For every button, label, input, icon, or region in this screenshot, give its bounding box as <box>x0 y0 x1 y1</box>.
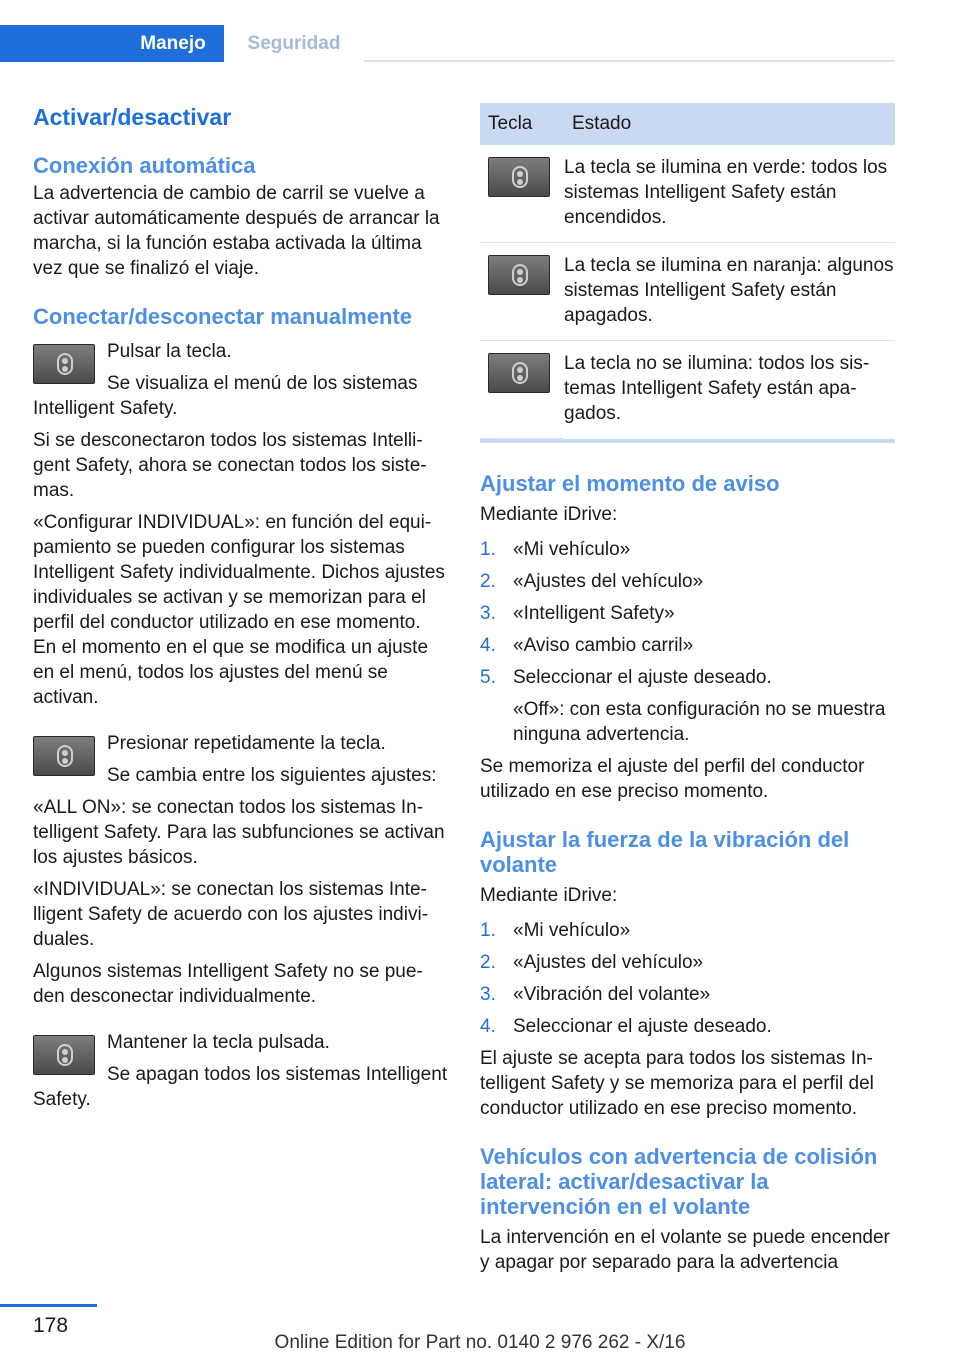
column-header-key: Tecla <box>480 103 564 145</box>
paragraph-configure-individual: «Configurar INDIVIDUAL»: en función del equipamiento se pueden configurar los sistemas Intelligent Safety individualmente. Dichos ajustes individuales se activan y se memorizan para el perfil del conductor utilizado en ese momento. En el momento en el que se modifica un ajuste en el menú, todos los ajustes del menú se activan. <box>33 512 445 708</box>
paragraph-accepted: El ajuste se acepta para todos los sistemas Intelligent Safety y se memoriza para el perfil del conductor utilizado en ese preciso momento. <box>480 1047 874 1119</box>
right-column <box>480 103 895 1275</box>
list-item: 2. «Ajustes del vehículo» <box>480 951 704 973</box>
steps-vibration <box>480 918 895 1039</box>
table-cell-state: La tecla se ilumina en verde: todos los sistemas Intelligent Safety están encendidos. <box>564 145 895 243</box>
paragraph-auto-connect: La advertencia de cambio de carril se vuelve a activar automáticamente después de arrancar la marcha, si la función estaba activada la última vez que se finalizó el viaje. <box>33 183 440 279</box>
intelligent-safety-key-icon <box>488 353 550 393</box>
chapter-tabs <box>0 25 895 62</box>
paragraph-all-on: «ALL ON»: se conectan todos los sistemas Intelligent Safety. Para las subfunciones se activan los ajustes básicos. <box>33 797 445 868</box>
heading-warning-timing: Ajustar el momento de aviso <box>480 470 780 496</box>
tab-seguridad[interactable]: Seguridad <box>224 25 364 62</box>
left-column <box>33 100 448 1112</box>
intelligent-safety-key-icon <box>488 255 550 295</box>
table-cell-state: La tecla no se ilumina: todos los sistemas Intelligent Safety están apagados. <box>564 353 870 424</box>
heading-vibration: Ajustar la fuerza de la vibración del volante <box>480 826 850 877</box>
list-item: 1. «Mi vehículo» <box>480 538 631 560</box>
list-item: 1. «Mi vehículo» <box>480 919 631 941</box>
edition-footer: Online Edition for Part no. 0140 2 976 262 - X/16 <box>274 1332 686 1353</box>
intelligent-safety-key-icon <box>488 157 550 197</box>
column-header-state: Estado <box>564 103 895 145</box>
tab-manejo[interactable]: Manejo <box>122 25 224 62</box>
tab-bar-accent <box>0 25 122 62</box>
table-row <box>480 145 895 243</box>
key-block-hold <box>33 1030 448 1112</box>
table-cell-key <box>480 341 564 439</box>
instruction-press-key: Pulsar la tecla. <box>107 341 232 362</box>
steps-warning-timing <box>480 537 895 690</box>
list-item: 3. «Intelligent Safety» <box>480 602 675 624</box>
result-all-off: Se apagan todos los sistemas Intelligent Safety. <box>33 1064 448 1110</box>
step-note-off: «Off»: con esta configuración no se muestra ninguna advertencia. <box>513 698 886 745</box>
paragraph-individual: «INDIVIDUAL»: se conectan los sistemas Intelligent Safety de acuerdo con los ajustes individuales. <box>33 879 429 950</box>
table-cell-state: La tecla se ilumina en naranja: algunos sistemas Intelligent Safety están apagados. <box>564 243 895 341</box>
intelligent-safety-key-icon <box>33 344 95 384</box>
heading-side-collision: Vehículos con advertencia de colisión lateral: activar/desactivar la intervención en el volante <box>480 1143 878 1219</box>
list-item: 4. «Aviso cambio carril» <box>480 634 694 656</box>
table-cell-key <box>480 145 564 243</box>
table-row <box>480 341 895 439</box>
table-header-row <box>480 103 895 145</box>
list-item: 5. Seleccionar el ajuste deseado. <box>480 666 772 688</box>
paragraph-side-collision: La intervención en el volante se puede encender y apagar por separado para la advertencia <box>480 1226 890 1273</box>
table-end-rule <box>480 439 895 443</box>
footer-rule <box>0 1304 97 1307</box>
heading-manual-connect: Conectar/desconectar manualmente <box>33 304 413 329</box>
idrive-label-2: Mediante iDrive: <box>480 884 618 906</box>
instruction-press-repeatedly: Presionar repetidamente la tecla. <box>107 733 386 754</box>
heading-auto-connect: Conexión automática <box>33 153 256 178</box>
intelligent-safety-key-icon <box>33 736 95 776</box>
instruction-hold-key: Mantener la tecla pulsada. <box>107 1032 330 1053</box>
key-block-repeat <box>33 731 448 788</box>
idrive-label-1: Mediante iDrive: <box>480 503 618 525</box>
paragraph-not-individually: Algunos sistemas Intelligent Safety no se pueden desconectar individualmente. <box>33 961 423 1007</box>
result-menu-shown: Se visualiza el menú de los sistemas Intelligent Safety. <box>33 373 418 419</box>
result-cycle-settings: Se cambia entre los siguientes ajustes: <box>107 765 437 786</box>
key-block-press <box>33 339 448 421</box>
list-item: 4. Seleccionar el ajuste deseado. <box>480 1015 772 1037</box>
paragraph-memorize: Se memoriza el ajuste del perfil del conductor utilizado en ese preciso momento. <box>480 755 865 802</box>
paragraph-all-connect: Si se desconectaron todos los sistemas Intelligent Safety, ahora se conectan todos los sistemas. <box>33 430 427 501</box>
key-state-table <box>480 103 895 439</box>
intelligent-safety-key-icon <box>33 1035 95 1075</box>
table-cell-key <box>480 243 564 341</box>
heading-activate: Activar/desactivar <box>33 104 232 130</box>
page-number: 178 <box>33 1314 69 1337</box>
list-item: 2. «Ajustes del vehículo» <box>480 570 704 592</box>
list-item: 3. «Vibración del volante» <box>480 983 711 1005</box>
table-row <box>480 243 895 341</box>
